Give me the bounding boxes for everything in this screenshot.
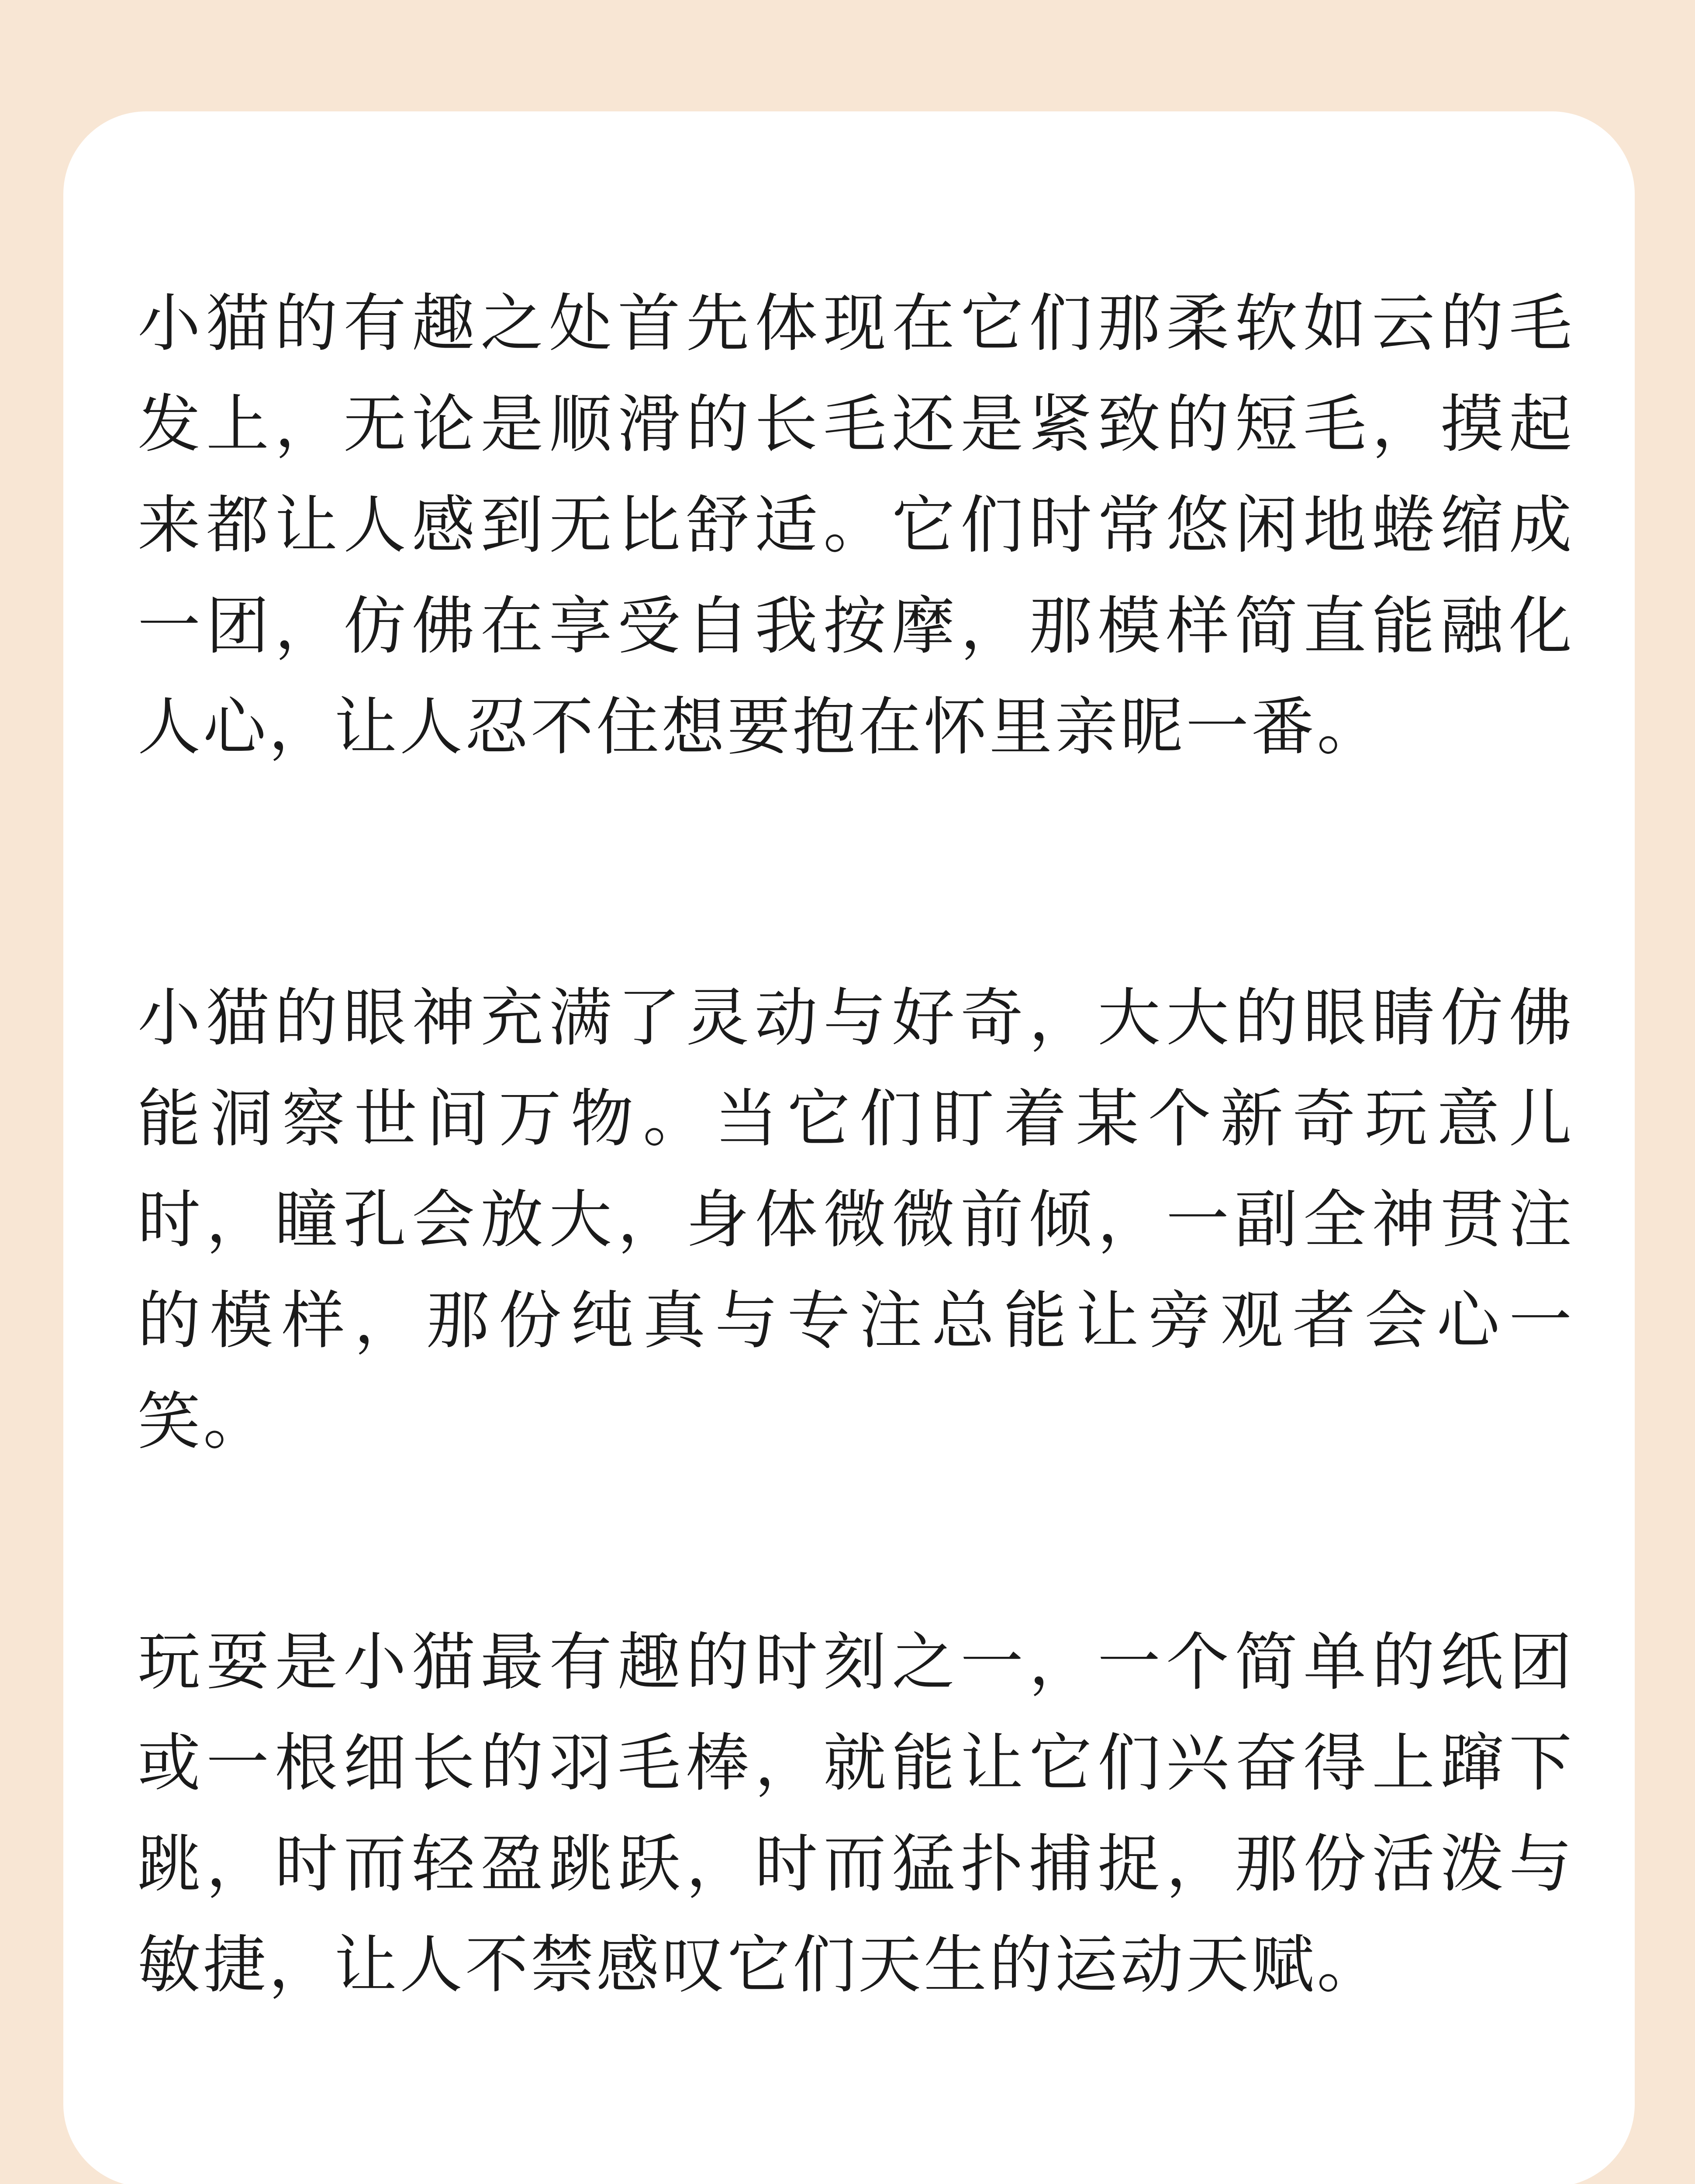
paragraph-play: 玩耍是小猫最有趣的时刻之一，一个简单的纸团或一根细长的羽毛棒，就能让它们兴奋得上蹿下跳，时而轻盈跳跃，时而猛扑捕捉，那份活泼与敏捷，让人不禁感叹它们天生的运动天赋。 [138,1625,1574,2001]
paragraph-eyes: 小猫的眼神充满了灵动与好奇，大大的眼睛仿佛能洞察世间万物。当它们盯着某个新奇玩意儿时，瞳孔会放大，身体微微前倾，一副全神贯注的模样，那份纯真与专注总能让旁观者会心一笑。 [138,981,1574,1458]
paragraph-fur: 小猫的有趣之处首先体现在它们那柔软如云的毛发上，无论是顺滑的长毛还是紧致的短毛，摸起来都让人感到无比舒适。它们时常悠闲地蜷缩成一团，仿佛在享受自我按摩，那模样简直能融化人心，让人忍不住想要抱在怀里亲昵一番。 [138,287,1574,764]
content-card [63,111,1635,2184]
